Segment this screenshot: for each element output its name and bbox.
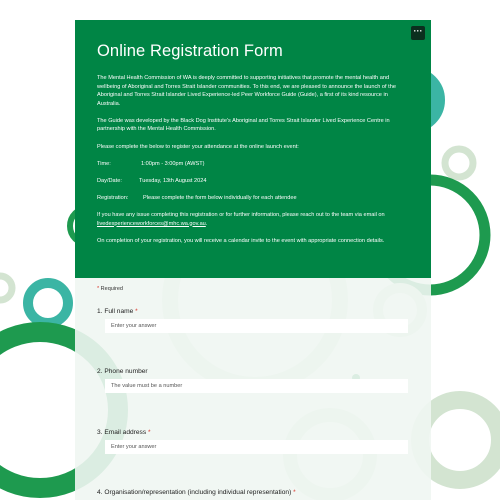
form-header [75,20,431,278]
more-options-button[interactable] [411,26,425,40]
decorative-ring [445,149,473,177]
description-paragraph: Please complete the below to register your attendance at the online launch event: [97,143,299,150]
question-number: 1. [97,308,103,315]
date-label: Day/Date: [97,177,122,184]
form-description [97,74,411,245]
event-registration [97,194,411,203]
event-date [97,177,411,186]
question-label [97,429,417,436]
registration-label: Registration: [97,194,129,201]
contact-text: If you have any issue completing this registration or for further information, please reach out to the team via email on [97,211,385,218]
required-text: Required [100,286,123,292]
date-value: Tuesday, 13th August 2024 [139,177,207,184]
contact-end: . [205,220,208,227]
decorative-ring [420,400,500,480]
question-number: 2. [97,368,103,375]
question-full-name [97,308,417,333]
question-label [97,489,417,496]
description-paragraph: The Guide was developed by the Black Dog Institute's Aboriginal and Torres Strait Islander Lived Experience Centre in partnership with the Mental Health Commission. [97,117,390,133]
question-label [97,308,417,315]
more-icon: ··· [413,26,423,36]
required-star: * [147,429,151,436]
question-label [97,368,417,375]
contact-paragraph [97,211,411,228]
question-organisation [97,489,417,500]
closing-paragraph: On completion of your registration, you will receive a calendar invite to the event with appropriate connection details. [97,237,385,244]
question-text: Phone number [104,368,148,375]
required-note [97,286,411,292]
form-title: Online Registration Form [97,42,283,60]
event-time [97,160,411,169]
registration-value: Please complete the form below individually for each attendee [143,194,297,201]
time-value: 1:00pm - 3:00pm (AWST) [141,160,205,167]
registration-form [75,20,431,500]
email-address-input[interactable] [105,440,408,454]
time-label: Time: [97,160,111,167]
question-email-address [97,429,417,454]
form-body [75,278,431,500]
full-name-input[interactable] [105,319,408,333]
contact-email-link[interactable]: livedexperienceworkforces@mhc.wa.gov.au [97,220,206,227]
question-text: Full name [104,308,134,315]
question-number: 3. [97,429,103,436]
required-star: * [97,286,100,292]
decorative-ring [0,276,12,300]
question-text: Organisation/representation (including individual representation) [104,489,292,496]
question-phone-number [97,368,417,393]
phone-number-input[interactable] [105,379,408,393]
question-text: Email address [104,429,147,436]
decorative-ring [28,283,68,323]
required-star: * [293,489,296,496]
required-star: * [135,308,138,315]
question-number: 4. [97,489,103,496]
description-paragraph: The Mental Health Commission of WA is deeply committed to supporting initiatives that promote the mental health and wellbeing of Aboriginal and Torres Strait Islander communities. To this end, we are pleased to announce the launch of the Aboriginal and Torres Strait Islander Lived Experience-led Peer Workforce Guide (Guide), a first of its kind resource in Australia. [97,75,396,107]
